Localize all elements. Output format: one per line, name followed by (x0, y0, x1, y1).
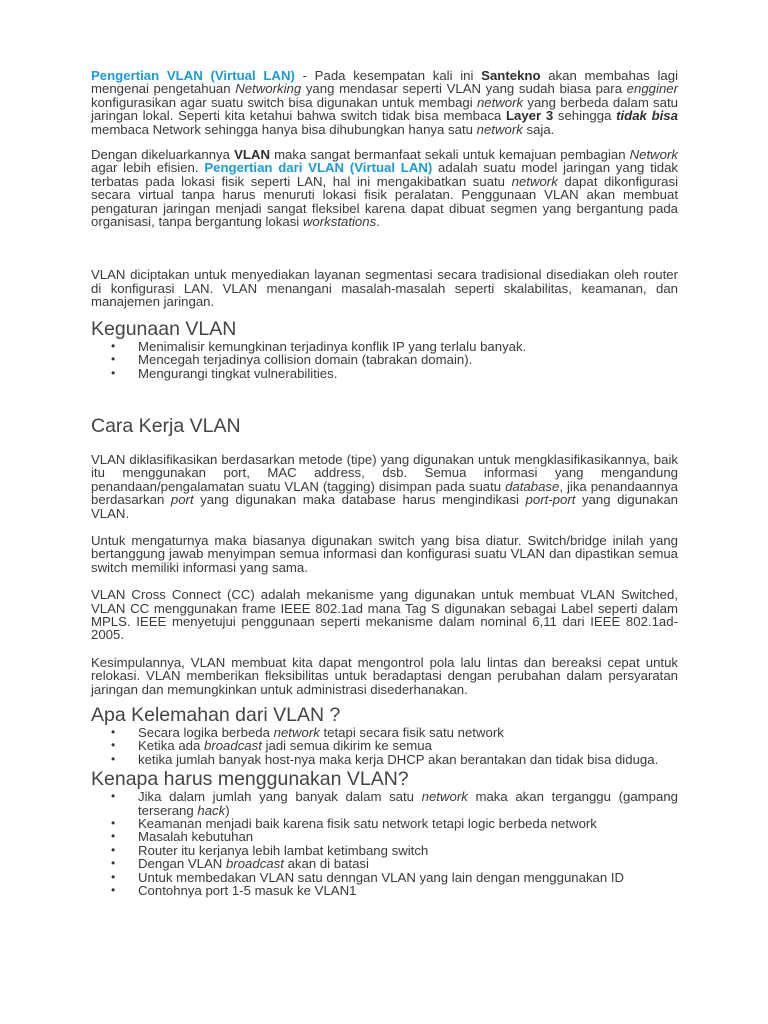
list-item: • Keamanan menjadi baik karena fisik satu network tetapi logic berbeda network (138, 817, 678, 830)
brand-name: Santekno (481, 68, 541, 83)
kenapa-heading: Kenapa harus menggunakan VLAN? (91, 768, 409, 791)
list-item: • Mencegah terjadinya collision domain (tabrakan domain). (138, 353, 678, 366)
intro-paragraph: Pengertian VLAN (Virtual LAN) - Pada kesempatan kali ini Santekno akan membahas lagi mengenai pengetahuan Networking yang mendasar seperti VLAN yang sudah biasa para engginer konfigurasikan agar suatu switch bisa digunakan untuk membagi network yang berbeda dalam satu jaringan lokal. Seperti kita ketahui bahwa switch tidak bisa membaca Layer 3 sehingga tidak bisa membaca Network sehingga hanya bisa dihubungkan hanya satu network saja. (91, 68, 679, 137)
switch-paragraph: Untuk mengaturnya maka biasanya digunakan switch yang bisa diatur. Switch/bridge inilah yang bertanggung jawab menyimpan semua informasi dan konfigurasi suatu VLAN dan dipastikan semua switch memiliki informasi yang sama. (91, 532, 678, 575)
list-item: • Masalah kebutuhan (138, 830, 678, 843)
segmentation-paragraph: VLAN diciptakan untuk menyediakan layanan segmentasi secara tradisional disediakan oleh router di konfigurasi LAN. VLAN menangani masalah-masalah seperti skalabilitas, keamanan, dan manajemen jaringan. (91, 267, 678, 310)
list-item: • Untuk membedakan VLAN satu denngan VLAN yang lain dengan menggunakan ID (138, 871, 678, 884)
kelemahan-heading: Apa Kelemahan dari VLAN ? (91, 704, 341, 726)
vlan-definition-link-2[interactable]: Pengertian dari VLAN (Virtual LAN) (204, 160, 433, 176)
list-item: • ketika jumlah banyak host-nya maka kerja DHCP akan berantakan dan tidak bisa diduga. (138, 753, 678, 766)
list-item: • Menimalisir kemungkinan terjadinya konflik IP yang terlalu banyak. (138, 340, 678, 353)
kegunaan-list (91, 340, 678, 380)
list-item: • Ketika ada broadcast jadi semua dikirim ke semua (138, 739, 678, 752)
kelemahan-list (91, 726, 678, 766)
classification-paragraph: VLAN diklasifikasikan berdasarkan metode (tipe) yang digunakan untuk mengklasifikasikannya, baik itu menggunakan port, MAC address, dsb. Semua informasi yang mengandung penandaan/pengalamatan suatu VLAN (tagging) disimpan pada suatu database, jika penandaannya berdasarkan port yang digunakan maka database harus mengindikasi port-port yang digunakan VLAN. (91, 451, 678, 521)
list-item: • Contohnya port 1-5 masuk ke VLAN1 (138, 884, 678, 897)
kegunaan-heading: Kegunaan VLAN (91, 317, 237, 340)
kenapa-list (91, 790, 678, 897)
list-item: • Router itu kerjanya lebih lambat ketimbang switch (138, 844, 678, 857)
list-item: • Dengan VLAN broadcast akan di batasi (138, 857, 678, 870)
vlan-definition-link[interactable]: Pengertian VLAN (Virtual LAN) (91, 68, 295, 83)
list-item: • Jika dalam jumlah yang banyak dalam satu network maka akan terganggu (gampang terserang hack) (138, 790, 678, 817)
conclusion-paragraph: Kesimpulannya, VLAN membuat kita dapat mengontrol pola lalu lintas dan bereaksi cepat untuk relokasi. VLAN memberikan fleksibilitas untuk beradaptasi dengan perubahan dalam persyaratan jaringan dan memungkinkan untuk administrasi disederhanakan. (91, 654, 678, 697)
cross-connect-paragraph: VLAN Cross Connect (CC) adalah mekanisme yang digunakan untuk membuat VLAN Switched, VLAN CC menggunakan frame IEEE 802.1ad mana Tag S digunakan sebagai Label seperti dalam MPLS. IEEE menyetujui penggunaan seperti mekanisme dalam nominal 6,11 dari IEEE 802.1ad-2005. (91, 587, 678, 643)
definition-paragraph: Dengan dikeluarkannya VLAN maka sangat bermanfaat sekali untuk kemajuan pembagian Network agar lebih efisien. Pengertian dari VLAN (Virtual LAN) adalah suatu model jaringan yang tidak terbatas pada lokasi fisik seperti LAN, hal ini mengakibatkan suatu network dapat dikonfigurasi secara virtual tanpa harus menuruti lokasi fisik peralatan. Penggunaan VLAN akan membuat pengaturan jaringan menjadi sangat fleksibel karena dapat dibuat segmen yang bergantung pada organisasi, tanpa bergantung lokasi workstations. (91, 147, 679, 230)
list-item: • Secara logika berbeda network tetapi secara fisik satu network (138, 726, 678, 739)
list-item: • Mengurangi tingkat vulnerabilities. (138, 367, 678, 380)
cara-kerja-heading: Cara Kerja VLAN (91, 414, 241, 437)
